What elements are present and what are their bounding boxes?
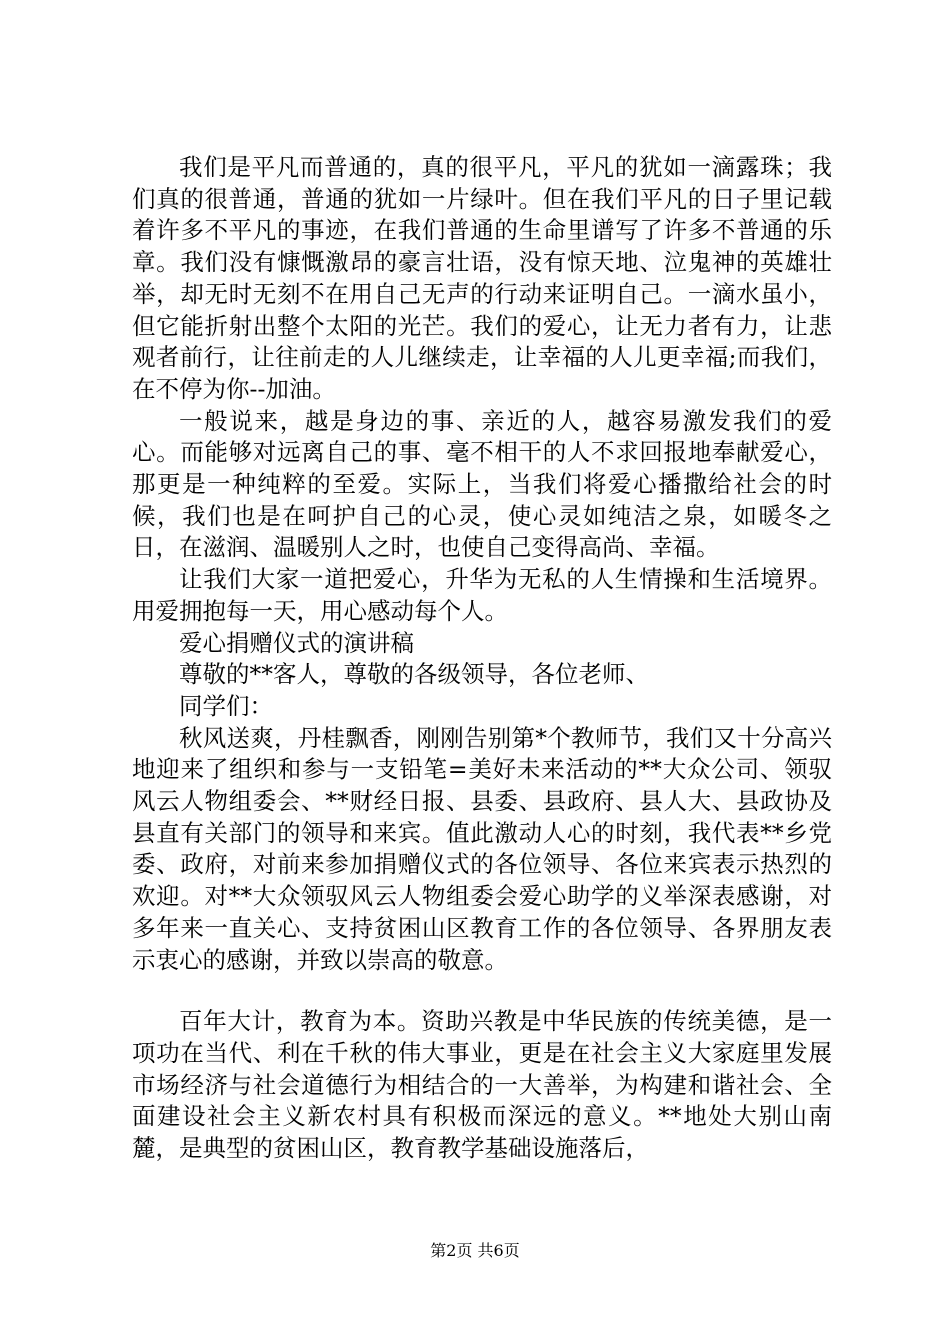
salutation-line-2: 同学们： [179, 691, 273, 720]
paragraph-1: 我们是平凡而普通的，真的很平凡，平凡的犹如一滴露珠；我们真的很普通，普通的犹如一片绿叶。但在我们平凡的日子里记载着许多不平凡的事迹，在我们普通的生命里谱写了许多不普通的乐章。我们没有慷慨激昂的豪言壮语，没有惊天地、泣鬼神的英雄壮举，却无时无刻不在用自己无声的行动来证明自己。一滴水虽小，但它能折射出整个太阳的光芒。我们的爱心，让无力者有力，让悲观者前行，让往前走的人儿继续走，让幸福的人儿更幸福;而我们，在不停为你--加油。 [132, 153, 832, 403]
page-number: 第2页 共6页 [430, 1241, 520, 1260]
paragraph-gap [132, 976, 832, 1006]
paragraph-3: 让我们大家一道把爱心，升华为无私的人生情操和生活境界。用爱拥抱每一天，用心感动每个人。 [132, 565, 832, 625]
salutation-line-1: 尊敬的**客人，尊敬的各级领导，各位老师、 [179, 660, 649, 689]
document-body [132, 152, 832, 1165]
paragraph-4: 秋风送爽，丹桂飘香，刚刚告别第*个教师节，我们又十分高兴地迎来了组织和参与一支铅笔=美好未来活动的**大众公司、领驭风云人物组委会、**财经日报、县委、县政府、县人大、县政协及县直有关部门的领导和来宾。值此激动人心的时刻，我代表**乡党委、政府，对前来参加捐赠仪式的各位领导、各位来宾表示热烈的欢迎。对**大众领驭风云人物组委会爱心助学的义举深表感谢，对多年来一直关心、支持贫困山区教育工作的各位领导、各界朋友表示衷心的感谢，并致以崇高的敬意。 [132, 723, 832, 974]
speech-title: 爱心捐赠仪式的演讲稿 [179, 628, 414, 657]
paragraph-2: 一般说来，越是身边的事、亲近的人，越容易激发我们的爱心。而能够对远离自己的事、毫不相干的人不求回报地奉献爱心，那更是一种纯粹的至爱。实际上，当我们将爱心播撒给社会的时候，我们也是在呵护自己的心灵，使心灵如纯洁之泉，如暖冬之日，在滋润、温暖别人之时，也使自己变得高尚、幸福。 [132, 406, 832, 562]
paragraph-5: 百年大计，教育为本。资助兴教是中华民族的传统美德，是一项功在当代、利在千秋的伟大事业，更是在社会主义大家庭里发展市场经济与社会道德行为相结合的一大善举，为构建和谐社会、全面建设社会主义新农村具有积极而深远的意义。**地处大别山南麓，是典型的贫困山区，教育教学基础设施落后， [132, 1007, 832, 1163]
page-footer [0, 1241, 950, 1261]
